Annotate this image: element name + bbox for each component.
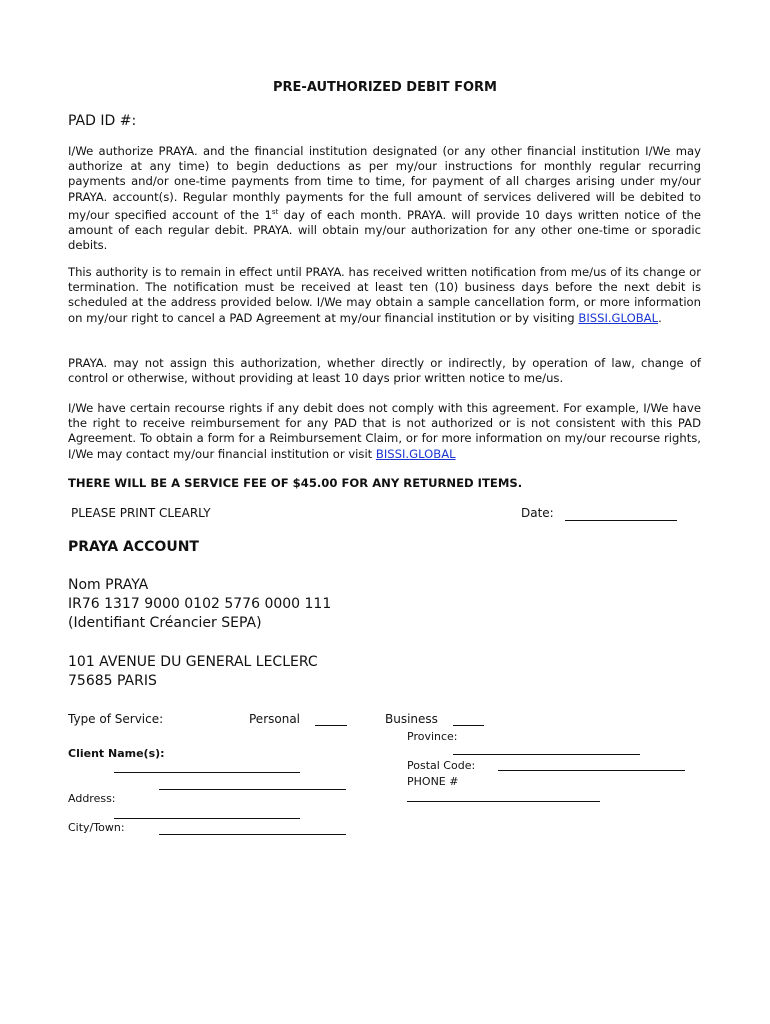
pad-id-label: PAD ID #: (68, 113, 137, 129)
province-input-line[interactable] (453, 754, 640, 755)
date-label: Date: (521, 506, 554, 520)
print-clearly-label: PLEASE PRINT CLEARLY (71, 506, 211, 520)
phone-input-line[interactable] (407, 801, 600, 802)
address-input-line[interactable] (114, 818, 300, 819)
account-sepa-label: (Identifiant Créancier SEPA) (68, 615, 262, 631)
client-name-input-line-1[interactable] (114, 772, 300, 773)
phone-label: PHONE # (407, 775, 459, 788)
type-of-service-label: Type of Service: (68, 712, 164, 726)
account-heading: PRAYA ACCOUNT (68, 539, 199, 555)
address-label: Address: (68, 792, 116, 805)
recourse-text: I/We have certain recourse rights if any debit does not comply with this agreement. For example, I/We have the right to receive reimbursement for any PAD that is not authorized or is not consistent with this PAD Agreement. To obtain a form for a Reimbursement Claim, or for more information on my/our recourse rights, I/We may contact my/our financial institution or visit (68, 401, 701, 461)
postal-code-input-line[interactable] (498, 770, 685, 771)
city-town-label: City/Town: (68, 821, 125, 834)
assignment-paragraph: PRAYA. may not assign this authorization, whether directly or indirectly, by operation of law, change of control or otherwise, without providing at least 10 days prior written notice to me/us. (68, 356, 701, 386)
termination-text-end: . (658, 310, 662, 325)
termination-text: This authority is to remain in effect until PRAYA. has received written notification from me/us of its change or termination. The notification must be received at least ten (10) business days before the next debit is scheduled at the address provided below. I/We may obtain a sample cancellation form, or more information on my/our right to cancel a PAD Agreement at my/our financial institution or by visiting (68, 265, 701, 325)
address-street: 101 AVENUE DU GENERAL LECLERC (68, 654, 318, 670)
bissi-global-link[interactable]: BISSI.GLOBAL (578, 310, 659, 325)
bissi-global-link-2[interactable]: BISSI.GLOBAL (375, 446, 456, 461)
ordinal-suffix: st (271, 207, 279, 216)
address-city: 75685 PARIS (68, 673, 157, 689)
service-fee-notice: THERE WILL BE A SERVICE FEE OF $45.00 FOR ANY RETURNED ITEMS. (68, 476, 523, 490)
personal-checkbox-line[interactable] (315, 725, 347, 726)
business-checkbox-line[interactable] (453, 725, 484, 726)
authorization-text-part1: I/We authorize PRAYA. and the financial institution designated (or any other financial institution I/We may authorize at any time) to begin deductions as per my/our instructions for monthly regular recurring payments and/or one-time payments from time to time, for payment of all charges arising under my/our PRAYA. account(s). Regular monthly payments for the full amount of services delivered will be debited to my/our specified account of the 1 (68, 144, 701, 222)
authorization-text-part2: day of each month. PRAYA. will provide 10 days written notice of the amount of each regular debit. PRAYA. will obtain my/our authorization for any other one-time or sporadic debits. (68, 207, 701, 253)
date-input-line[interactable] (565, 520, 677, 521)
account-name: Nom PRAYA (68, 577, 149, 593)
authorization-paragraph (68, 144, 701, 253)
personal-option-label: Personal (249, 712, 301, 726)
business-option-label: Business (385, 712, 438, 726)
postal-code-label: Postal Code: (407, 759, 476, 772)
page-title: PRE-AUTHORIZED DEBIT FORM (273, 80, 497, 95)
recourse-paragraph (68, 401, 701, 462)
client-names-label: Client Name(s): (68, 747, 165, 760)
city-town-input-line[interactable] (159, 834, 346, 835)
termination-paragraph (68, 265, 701, 326)
client-name-input-line-2[interactable] (159, 789, 346, 790)
province-label: Province: (407, 730, 458, 743)
account-iban: IR76 1317 9000 0102 5776 0000 111 (68, 596, 332, 612)
